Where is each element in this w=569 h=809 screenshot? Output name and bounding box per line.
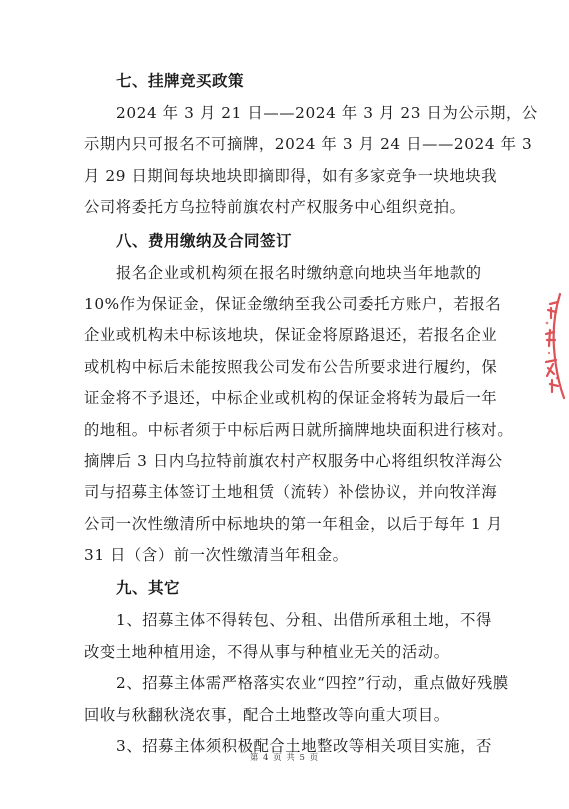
red-seal-stamp <box>538 290 569 402</box>
section-9-item-2 <box>84 668 509 731</box>
text-line: 或机构中标后未能按照我公司发布公告所要求进行履约，保 <box>84 357 498 376</box>
text-line: 3、招募主体须积极配合土地整改等相关项目实施，否 <box>116 737 492 756</box>
text-line: 10%作为保证金，保证金缴纳至我公司委托方账户，若报名 <box>84 294 502 313</box>
text-line: 企业或机构未中标该地块，保证金将原路退还，若报名企业 <box>84 326 498 345</box>
text-line: 31 日（含）前一次性缴清当年租金。 <box>84 546 349 565</box>
text-line: 摘牌后 3 日内乌拉特前旗农村产权服务中心将组织牧洋海公 <box>84 451 503 470</box>
text-line: 公司一次性缴清所中标地块的第一年租金，以后于每年 1 月 <box>84 514 503 533</box>
text-line: 2024 年 3 月 21 日——2024 年 3 月 23 日为公示期，公 <box>116 104 538 122</box>
page-footer: 第 4 页 共 5 页 <box>249 753 320 763</box>
text-line: 1、招募主体不得转包、分租、出借所承租土地，不得 <box>116 611 492 630</box>
text-line: 回收与秋翻秋浇农事，配合土地整改等向重大项目。 <box>84 705 450 724</box>
text-line: 月 29 日期间每块地块即摘即得，如有多家竞争一块地块我 <box>84 166 498 185</box>
text-line: 证金将不予退还，中标企业或机构的保证金将转为最后一年 <box>84 389 498 408</box>
text-line: 报名企业或机构须在报名时缴纳意向地块当年地款的 <box>116 263 482 282</box>
section-heading-7: 七、挂牌竞买政策 <box>116 72 245 90</box>
text-line: 司与招募主体签订土地租赁（流转）补偿协议，并向牧洋海 <box>84 483 498 502</box>
seal-icon <box>538 290 569 402</box>
text-line: 改变土地种植用途，不得从事与种植业无关的活动。 <box>84 642 450 661</box>
document-body <box>84 64 538 762</box>
text-line: 2、招募主体需严格落实农业“四控”行动，重点做好残膜 <box>116 674 509 693</box>
section-7-paragraph <box>84 98 538 224</box>
text-line: 的地租。中标者须于中标后两日就所摘牌地块面积进行核对。 <box>84 420 514 439</box>
section-9-item-1 <box>84 605 496 668</box>
section-heading-8: 八、费用缴纳及合同签订 <box>116 231 293 250</box>
section-8-paragraph <box>84 258 514 572</box>
text-line: 公司将委托方乌拉特前旗农村产权服务中心组织竞拍。 <box>84 198 466 217</box>
text-line: 示期内只可报名不可摘牌，2024 年 3 月 24 日——2024 年 3 <box>84 135 533 154</box>
section-heading-9: 九、其它 <box>116 579 181 598</box>
